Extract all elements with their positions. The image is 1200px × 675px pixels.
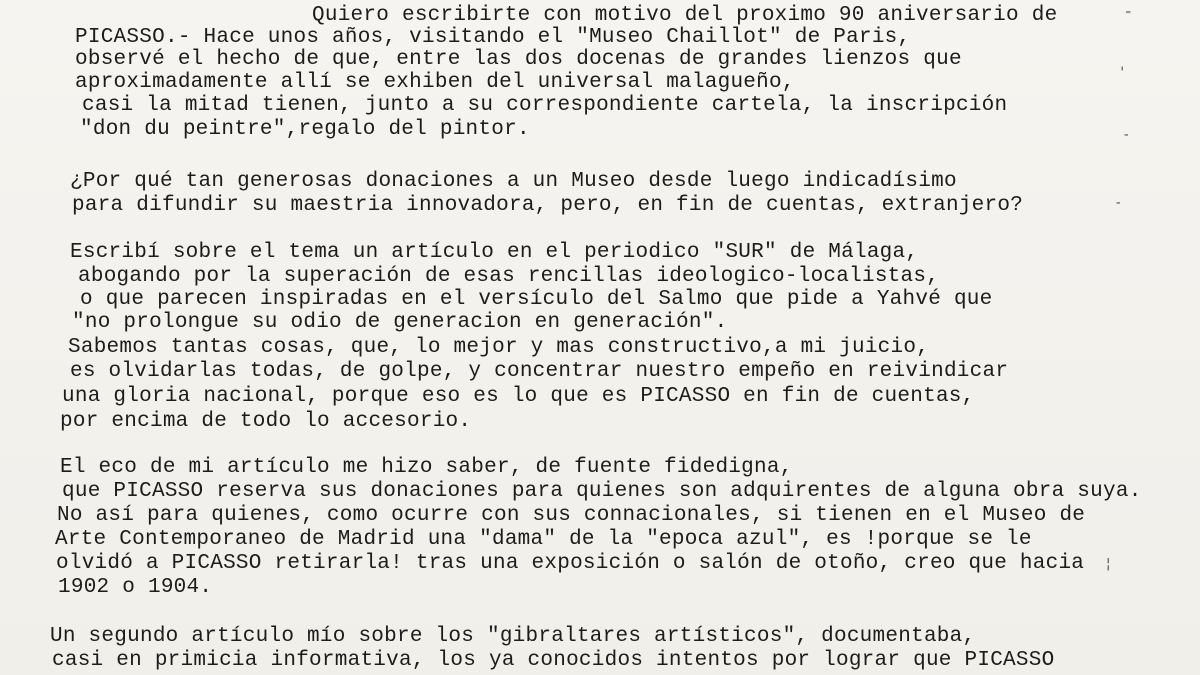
margin-mark: ¦: [1104, 556, 1113, 572]
text-line: Sabemos tantas cosas, que, lo mejor y mas constructivo,a mi juicio,: [68, 336, 930, 359]
text-line: 1902 o 1904.: [58, 576, 213, 599]
text-line: observé el hecho de que, entre las dos docenas de grandes lienzos que: [75, 48, 962, 71]
margin-mark: ⁼: [1124, 7, 1133, 23]
text-line: por encima de todo lo accesorio.: [60, 410, 472, 433]
text-line: abogando por la superación de esas rencillas ideologico-localistas,: [78, 265, 940, 288]
text-line: "don du peintre",regalo del pintor.: [80, 118, 530, 141]
text-line: que PICASSO reserva sus donaciones para quienes son adquirentes de alguna obra suya.: [62, 480, 1142, 503]
text-line: para difundir su maestria innovadora, pero, en fin de cuentas, extranjero?: [72, 194, 1024, 217]
text-line: No así para quienes, como ocurre con sus connacionales, si tienen en el Museo de: [57, 504, 1086, 527]
text-line: olvidó a PICASSO retirarla! tras una exposición o salón de otoño, creo que hacia: [56, 552, 1085, 575]
text-line: PICASSO.- Hace unos años, visitando el "Museo Chaillot" de Paris,: [75, 26, 911, 49]
text-line: Quiero escribirte con motivo del proximo 90 aniversario de: [312, 4, 1058, 27]
text-line: una gloria nacional, porque eso es lo que es PICASSO en fin de cuentas,: [62, 385, 975, 408]
text-line: Arte Contemporaneo de Madrid una "dama" de la "epoca azul", es !porque se le: [55, 528, 1032, 551]
margin-mark: -: [1122, 127, 1131, 143]
margin-mark: ': [1118, 65, 1127, 81]
text-line: El eco de mi artículo me hizo saber, de fuente fidedigna,: [60, 456, 793, 479]
text-line: ¿Por qué tan generosas donaciones a un Museo desde luego indicadísimo: [70, 170, 957, 193]
text-line: casi en primicia informativa, los ya conocidos intentos por lograr que PICASSO: [52, 649, 1055, 672]
text-line: es olvidarlas todas, de golpe, y concentrar nuestro empeño en reivindicar: [70, 360, 1009, 383]
text-line: Un segundo artículo mío sobre los "gibraltares artísticos", documentaba,: [50, 625, 976, 648]
text-line: aproximadamente allí se exhiben del universal malagueño,: [75, 71, 795, 94]
text-line: Escribí sobre el tema un artículo en el periodico "SUR" de Málaga,: [70, 241, 919, 264]
text-line: "no prolongue su odio de generacion en generación".: [72, 311, 728, 334]
text-line: o que parecen inspiradas en el versículo del Salmo que pide a Yahvé que: [80, 288, 993, 311]
text-line: casi la mitad tienen, junto a su correspondiente cartela, la inscripción: [82, 94, 1008, 117]
margin-mark: -: [1114, 195, 1123, 211]
